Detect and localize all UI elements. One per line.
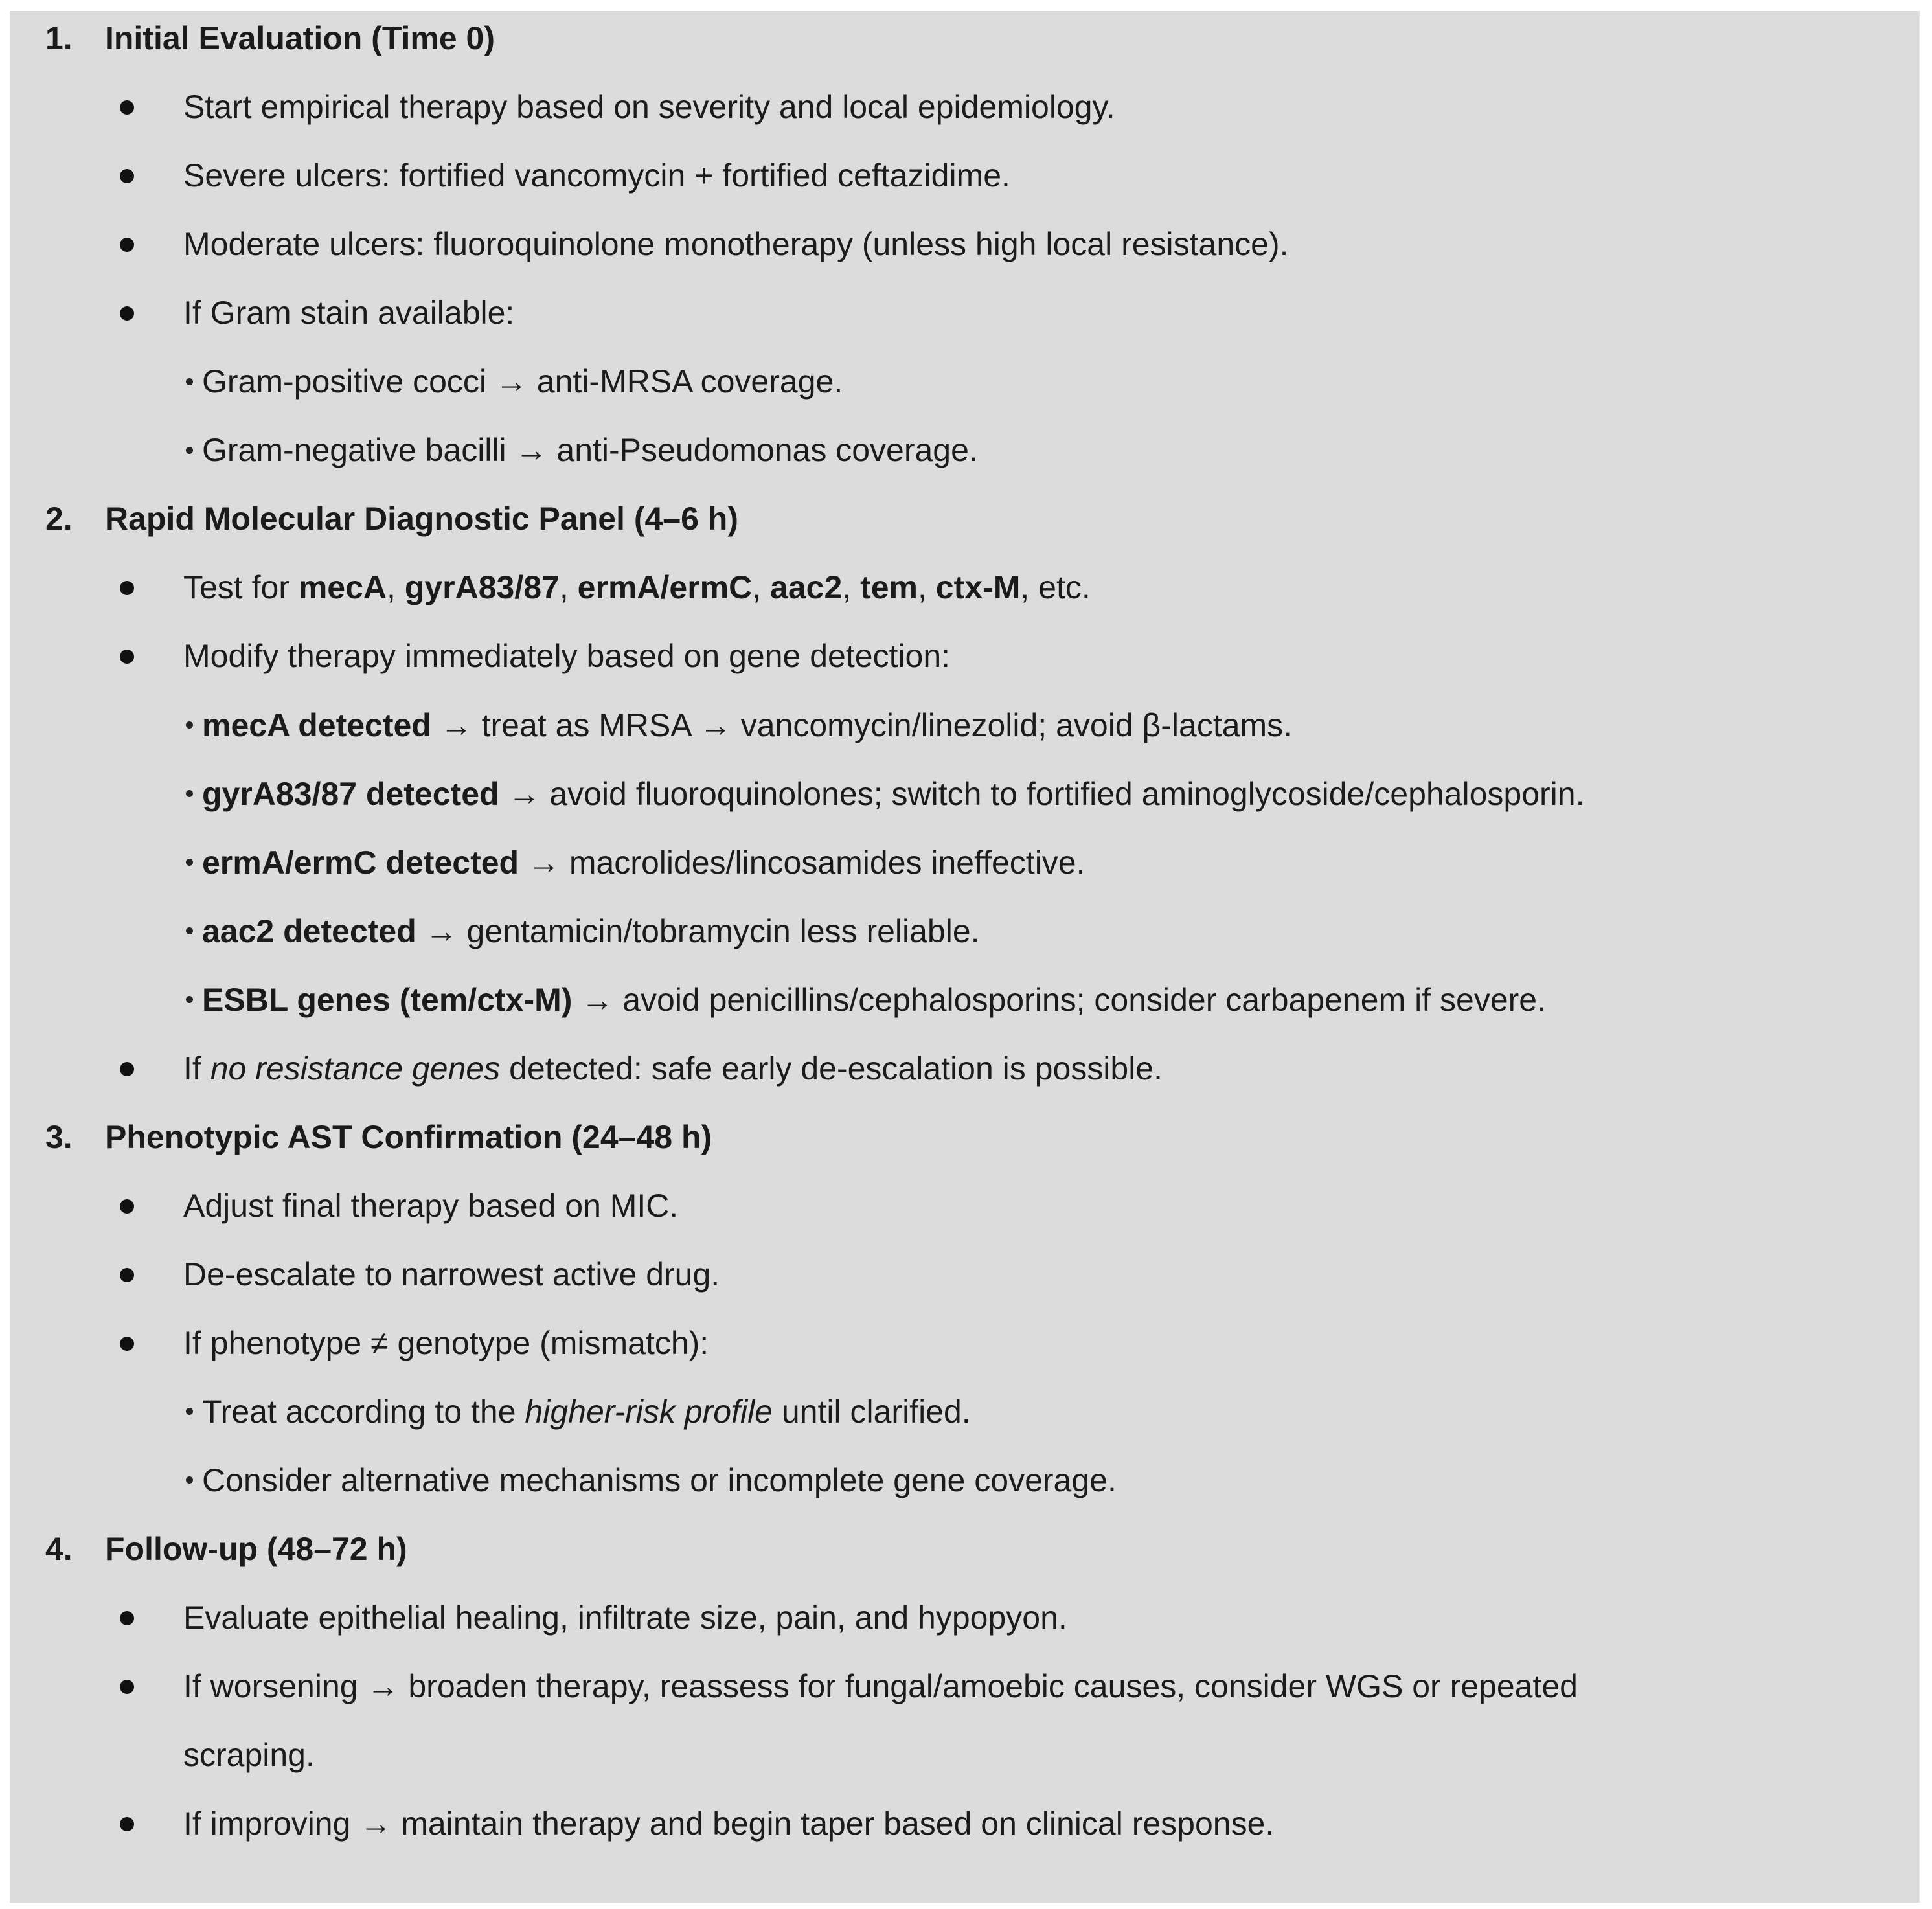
bullet-item	[10, 1324, 1919, 1392]
bullet-text	[183, 1049, 1163, 1088]
bullet-dot-icon	[120, 100, 134, 115]
bullet-item	[10, 1049, 1919, 1118]
bullet-dot-icon	[120, 1062, 134, 1076]
text-segment: ,	[559, 569, 578, 606]
section-heading	[10, 499, 1919, 568]
text-segment: Adjust final therapy based on MIC.	[183, 1187, 679, 1224]
section-title: Rapid Molecular Diagnostic Panel (4–6 h)	[105, 501, 739, 537]
bold-term: ESBL genes (tem/ctx-M)	[202, 981, 573, 1018]
bullet-text	[183, 1255, 720, 1294]
bullet-dot-icon	[120, 1680, 134, 1694]
bullet-dot-icon	[120, 238, 134, 252]
bullet-dot-icon	[120, 306, 134, 321]
bullet-text	[183, 1667, 1578, 1706]
bold-term: ctx-M	[935, 569, 1021, 606]
sub-bullet-item	[10, 706, 1919, 774]
sub-bullet-item	[10, 843, 1919, 912]
text-segment: until clarified.	[773, 1394, 971, 1430]
italic-phrase: no resistance genes	[210, 1050, 501, 1087]
text-segment: → avoid penicillins/cephalosporins; consider carbapenem if severe.	[572, 981, 1546, 1018]
section-number: 4.	[45, 1531, 73, 1568]
section-heading	[10, 1118, 1919, 1186]
bullet-item	[10, 1255, 1919, 1324]
text-segment: → treat as MRSA → vancomycin/linezolid; avoid β-lactams.	[431, 706, 1293, 743]
sub-bullet-item	[10, 1461, 1919, 1530]
bullet-dot-icon	[120, 1817, 134, 1831]
bold-term: mecA detected	[202, 706, 431, 743]
bold-term: gyrA83/87 detected	[202, 775, 499, 812]
bullet-dot-icon	[120, 1268, 134, 1282]
bold-term: aac2 detected	[202, 912, 416, 949]
text-segment: Gram-negative bacilli → anti-Pseudomonas coverage.	[202, 432, 978, 469]
text-segment: If worsening → broaden therapy, reassess for fungal/amoebic causes, consider WGS or repeated	[183, 1668, 1578, 1705]
section-title: Phenotypic AST Confirmation (24–48 h)	[105, 1118, 712, 1155]
bullet-text	[183, 87, 1115, 126]
sub-bullet-text	[183, 362, 843, 401]
sub-bullet-dot-icon	[186, 996, 193, 1003]
bullet-item	[10, 293, 1919, 362]
bullet-text	[183, 156, 1010, 195]
text-segment: Modify therapy immediately based on gene detection:	[183, 638, 951, 675]
sub-bullet-item	[10, 1392, 1919, 1461]
text-segment: ,	[387, 569, 405, 606]
bold-term: ermA/ermC detected	[202, 844, 519, 881]
sub-bullet-dot-icon	[186, 927, 193, 934]
bullet-dot-icon	[120, 169, 134, 183]
section-title: Follow-up (48–72 h)	[105, 1531, 407, 1568]
sub-bullet-dot-icon	[186, 790, 193, 797]
text-segment: → avoid fluoroquinolones; switch to fortified aminoglycoside/cephalosporin.	[499, 775, 1585, 812]
bullet-item	[10, 1598, 1919, 1667]
sub-bullet-text	[183, 774, 1584, 813]
sub-bullet-dot-icon	[186, 447, 193, 454]
text-segment: If improving → maintain therapy and begin taper based on clinical response.	[183, 1805, 1275, 1842]
text-segment: Consider alternative mechanisms or incomplete gene coverage.	[202, 1462, 1117, 1499]
bullet-text	[183, 637, 950, 675]
sub-bullet-item	[10, 774, 1919, 843]
bullet-item	[10, 87, 1919, 156]
sub-bullet-item	[10, 980, 1919, 1049]
bullet-text	[183, 293, 514, 332]
bullet-continuation-text: scraping.	[183, 1737, 315, 1774]
bullet-item	[10, 1804, 1919, 1873]
bullet-item	[10, 225, 1919, 293]
bullet-item	[10, 156, 1919, 225]
bold-term: ermA/ermC	[577, 569, 753, 606]
section-title: Initial Evaluation (Time 0)	[105, 20, 495, 56]
sub-bullet-dot-icon	[186, 1476, 193, 1484]
bullet-text	[183, 1804, 1274, 1843]
bullet-dot-icon	[120, 650, 134, 664]
sub-bullet-text	[183, 912, 980, 951]
bullet-dot-icon	[120, 1337, 134, 1351]
bullet-text	[183, 1324, 709, 1362]
section-number: 3.	[45, 1118, 73, 1155]
text-segment: ,	[917, 569, 936, 606]
text-segment: → macrolides/lincosamides ineffective.	[519, 844, 1085, 881]
bullet-text	[183, 1598, 1067, 1637]
sub-bullet-text	[183, 1461, 1117, 1500]
bold-term: tem	[860, 569, 918, 606]
text-segment: If	[183, 1050, 210, 1087]
sub-bullet-dot-icon	[186, 378, 193, 385]
sub-bullet-item	[10, 431, 1919, 499]
sub-bullet-text	[183, 431, 978, 469]
bullet-continuation	[10, 1735, 1919, 1804]
section-heading	[10, 1530, 1919, 1598]
text-segment: → gentamicin/tobramycin less reliable.	[416, 912, 980, 949]
bullet-item	[10, 637, 1919, 705]
bold-term: aac2	[770, 569, 843, 606]
italic-phrase: higher-risk profile	[525, 1394, 773, 1430]
bullet-text	[183, 568, 1091, 607]
text-segment: Test for	[183, 569, 299, 606]
sub-bullet-dot-icon	[186, 1408, 193, 1415]
bullet-dot-icon	[120, 1199, 134, 1214]
sub-bullet-text	[183, 1392, 971, 1431]
bullet-text	[183, 1186, 678, 1225]
sub-bullet-text	[183, 706, 1292, 745]
text-segment: , etc.	[1020, 569, 1091, 606]
bullet-item	[10, 1186, 1919, 1255]
text-segment: De-escalate to narrowest active drug.	[183, 1256, 720, 1293]
text-segment: ,	[842, 569, 861, 606]
bold-term: mecA	[298, 569, 387, 606]
text-segment: If phenotype ≠ genotype (mismatch):	[183, 1324, 709, 1361]
text-segment: ,	[752, 569, 771, 606]
sub-bullet-item	[10, 362, 1919, 431]
bullet-dot-icon	[120, 1611, 134, 1625]
text-segment: Moderate ulcers: fluoroquinolone monotherapy (unless high local resistance).	[183, 226, 1289, 263]
sub-bullet-item	[10, 912, 1919, 980]
text-segment: Treat according to the	[202, 1394, 525, 1430]
text-segment: If Gram stain available:	[183, 295, 515, 332]
sub-bullet-text	[183, 843, 1085, 882]
section-number: 2.	[45, 501, 73, 537]
text-segment: Start empirical therapy based on severity and local epidemiology.	[183, 89, 1115, 126]
sub-bullet-dot-icon	[186, 721, 193, 729]
text-segment: Severe ulcers: fortified vancomycin + fortified ceftazidime.	[183, 157, 1010, 194]
text-segment: Gram-positive cocci → anti-MRSA coverage.	[202, 363, 843, 400]
sub-bullet-dot-icon	[186, 859, 193, 866]
document-panel	[10, 11, 1920, 1903]
section-number: 1.	[45, 20, 73, 56]
text-segment: Evaluate epithelial healing, infiltrate size, pain, and hypopyon.	[183, 1599, 1067, 1636]
bullet-item	[10, 568, 1919, 637]
text-segment: detected: safe early de-escalation is possible.	[500, 1050, 1163, 1087]
section-heading	[10, 19, 1919, 87]
bullet-item	[10, 1667, 1919, 1735]
bullet-dot-icon	[120, 581, 134, 595]
bullet-text	[183, 225, 1289, 264]
sub-bullet-text	[183, 980, 1546, 1019]
bold-term: gyrA83/87	[404, 569, 560, 606]
